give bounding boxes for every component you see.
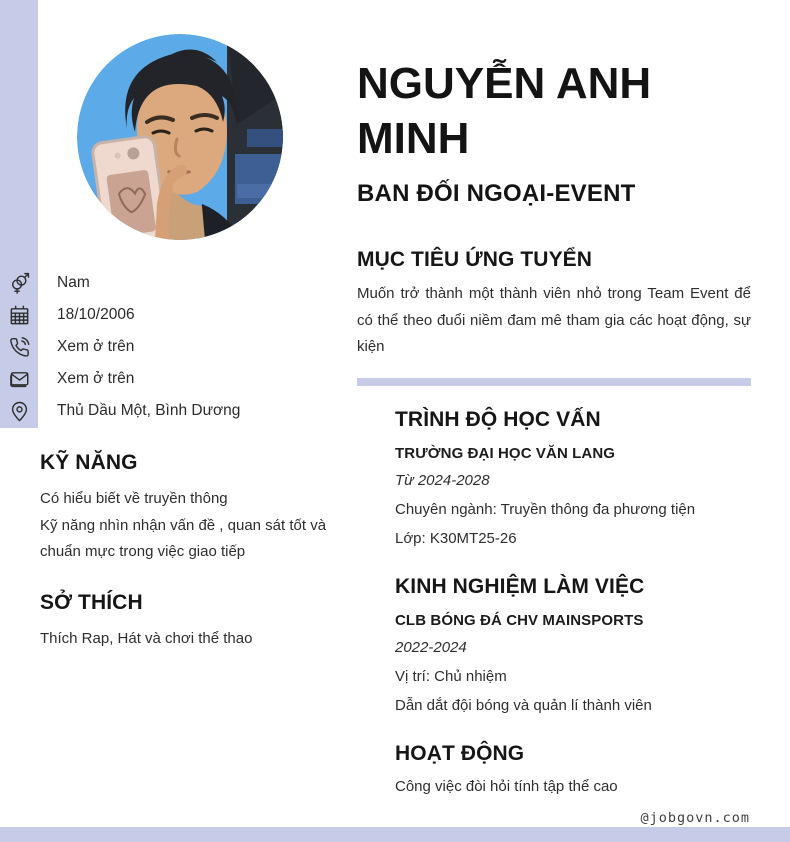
- activities-text: Công việc đòi hỏi tính tập thể cao: [395, 777, 618, 795]
- experience-heading: KINH NGHIỆM LÀM VIỆC: [395, 574, 645, 598]
- skills-line: Kỹ năng nhìn nhận vấn đề , quan sát tốt và chuẩn mực trong việc giao tiếp: [40, 516, 327, 560]
- watermark: @jobgovn.com: [640, 810, 750, 826]
- phone-icon: [0, 336, 38, 359]
- education-class: Lớp: K30MT25-26: [395, 529, 517, 547]
- skills-heading: KỸ NĂNG: [40, 451, 138, 474]
- left-column: [40, 451, 340, 652]
- location-icon: [0, 400, 38, 423]
- info-row-birthday: [0, 299, 345, 331]
- profile-photo: [77, 34, 283, 240]
- education-period: Từ 2024-2028: [395, 471, 490, 489]
- header: [357, 56, 757, 208]
- job-title: BAN ĐỐI NGOẠI-EVENT: [357, 180, 636, 207]
- skills-line: Có hiểu biết về truyền thông: [40, 490, 228, 507]
- calendar-icon: [0, 304, 38, 327]
- experience-position: Vị trí: Chủ nhiệm: [395, 667, 507, 685]
- info-row-email: [0, 363, 345, 395]
- objective-heading: MỤC TIÊU ỨNG TUYỂN: [357, 248, 593, 271]
- activities-heading: HOẠT ĐỘNG: [395, 741, 525, 765]
- experience-period: 2022-2024: [395, 638, 467, 656]
- info-row-gender: [0, 267, 345, 299]
- info-value-birthday: 18/10/2006: [57, 306, 135, 323]
- education-major: Chuyên ngành: Truyền thông đa phương tiện: [395, 500, 696, 518]
- gender-icon: [0, 272, 38, 295]
- right-column: [357, 248, 751, 795]
- section-divider: [357, 378, 751, 386]
- education-heading: TRÌNH ĐỘ HỌC VẤN: [395, 407, 601, 431]
- education-school: TRƯỜNG ĐẠI HỌC VĂN LANG: [395, 444, 616, 462]
- personal-info-list: [0, 267, 345, 427]
- profile-photo-image: [77, 34, 283, 240]
- experience-description: Dẫn dắt đội bóng và quản lí thành viên: [395, 696, 652, 714]
- hobbies-heading: SỞ THÍCH: [40, 590, 143, 614]
- candidate-name: NGUYỄN ANH MINH: [357, 59, 652, 163]
- experience-organization: CLB BÓNG ĐÁ CHV MAINSPORTS: [395, 611, 644, 629]
- info-row-phone: [0, 331, 345, 363]
- right-sections: [357, 408, 751, 795]
- hobbies-text: Thích Rap, Hát và chơi thể thao: [40, 629, 253, 647]
- info-value-phone: Xem ở trên: [57, 338, 135, 355]
- info-row-location: [0, 395, 345, 427]
- info-value-email: Xem ở trên: [57, 370, 135, 387]
- info-value-location: Thủ Dầu Một, Bình Dương: [57, 402, 241, 419]
- bottom-accent-bar: [0, 827, 790, 842]
- info-value-gender: Nam: [57, 274, 90, 291]
- objective-text: Muốn trở thành một thành viên nhỏ trong Team Event để có thể theo đuổi niềm đam mê tham gia các hoạt động, sự kiện: [357, 285, 751, 355]
- email-icon: [0, 368, 38, 391]
